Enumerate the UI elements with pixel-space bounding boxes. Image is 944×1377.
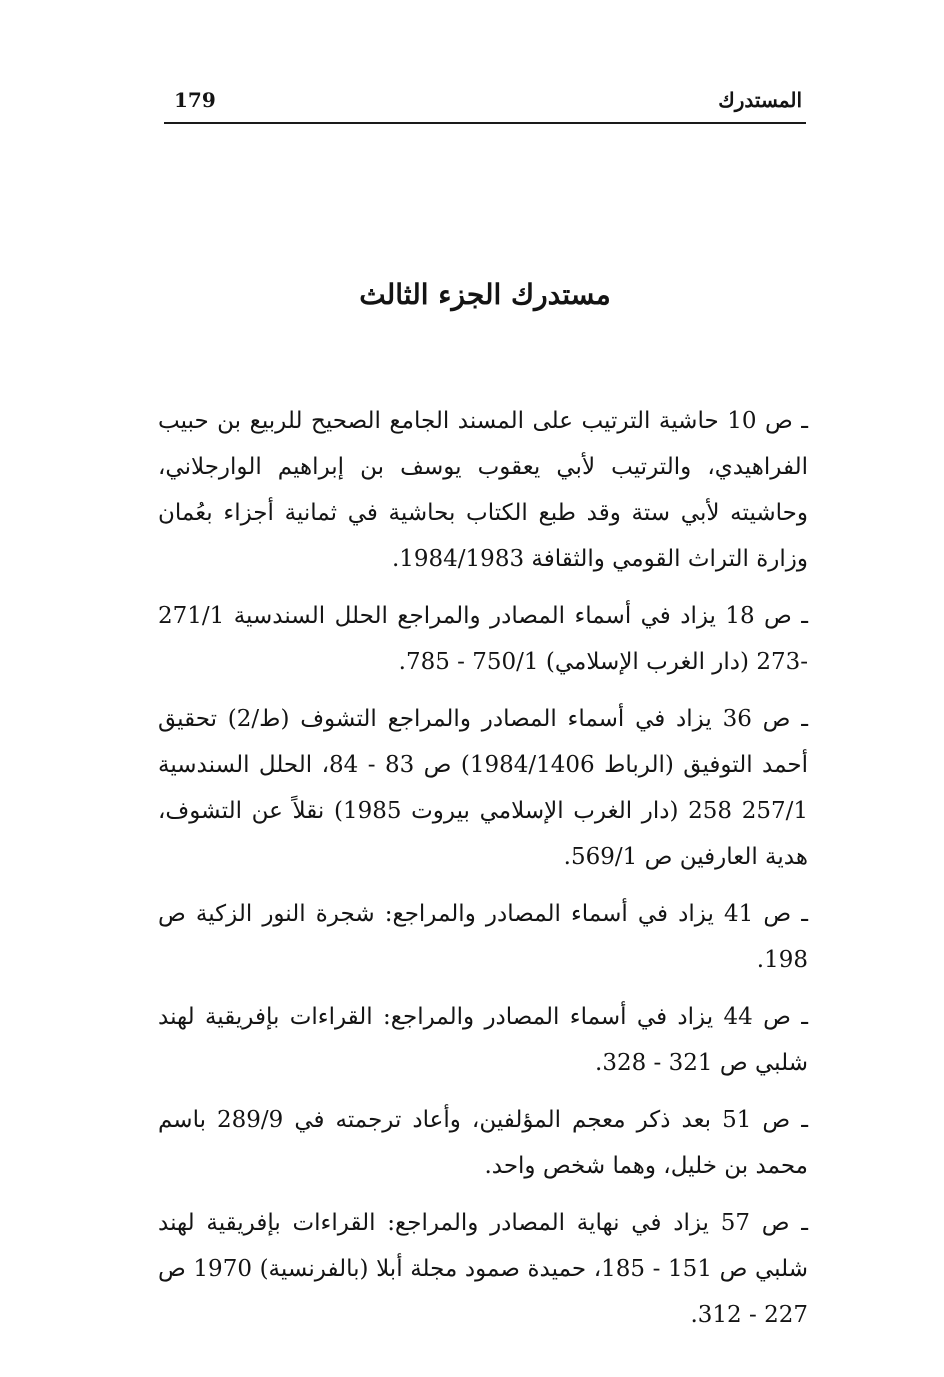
entry-page-36: ـ ص 36 يزاد في أسماء المصادر والمراجع التشوف (ط/2) تحقيق أحمد التوفيق (الرباط 1984/1406) ص 83 - 84، الحلل السندسية 257/1 258 (دار الغرب الإسلامي بيروت 1985) نقلاً عن التشوف، هدية العارفين ص 569/1.	[158, 706, 809, 870]
entry-page-41: ـ ص 41 يزاد في أسماء المصادر والمراجع: شجرة النور الزكية ص 198.	[158, 901, 808, 973]
entry-page-51: ـ ص 51 بعد ذكر معجم المؤلفين، وأعاد ترجمته في 289/9 باسم محمد بن خليل، وهما شخص واحد.	[158, 1107, 808, 1179]
entry-page-44: ـ ص 44 يزاد في أسماء المصادر والمراجع: القراءات بإفريقية لهند شلبي ص 321 - 328.	[158, 1004, 808, 1076]
header-rule	[164, 122, 806, 124]
entry-page-18: ـ ص 18 يزاد في أسماء المصادر والمراجع الحلل السندسية 271/1 -273 (دار الغرب الإسلامي) 750/1 - 785.	[158, 603, 808, 675]
page-header	[164, 88, 806, 124]
entries-list	[158, 398, 808, 1349]
page-number: 179	[174, 88, 216, 112]
running-title: المستدرك	[718, 88, 802, 112]
entry-page-57: ـ ص 57 يزاد في نهاية المصادر والمراجع: القراءات بإفريقية لهند شلبي ص 151 - 185، حميدة صمود مجلة أبلا (بالفرنسية) 1970 ص 227 - 312.	[158, 1210, 809, 1328]
entry-page-10: ـ ص 10 حاشية الترتيب على المسند الجامع الصحيح للربيع بن حبيب الفراهيدي، والترتيب لأبي يعقوب يوسف بن إبراهيم الوارجلاني، وحاشيته لأبي ستة وقد طبع الكتاب بحاشية في ثمانية أجزاء بعُمان وزارة التراث القومي والثقافة 1984/1983.	[158, 408, 808, 572]
section-title: مستدرك الجزء الثالث	[359, 278, 611, 311]
